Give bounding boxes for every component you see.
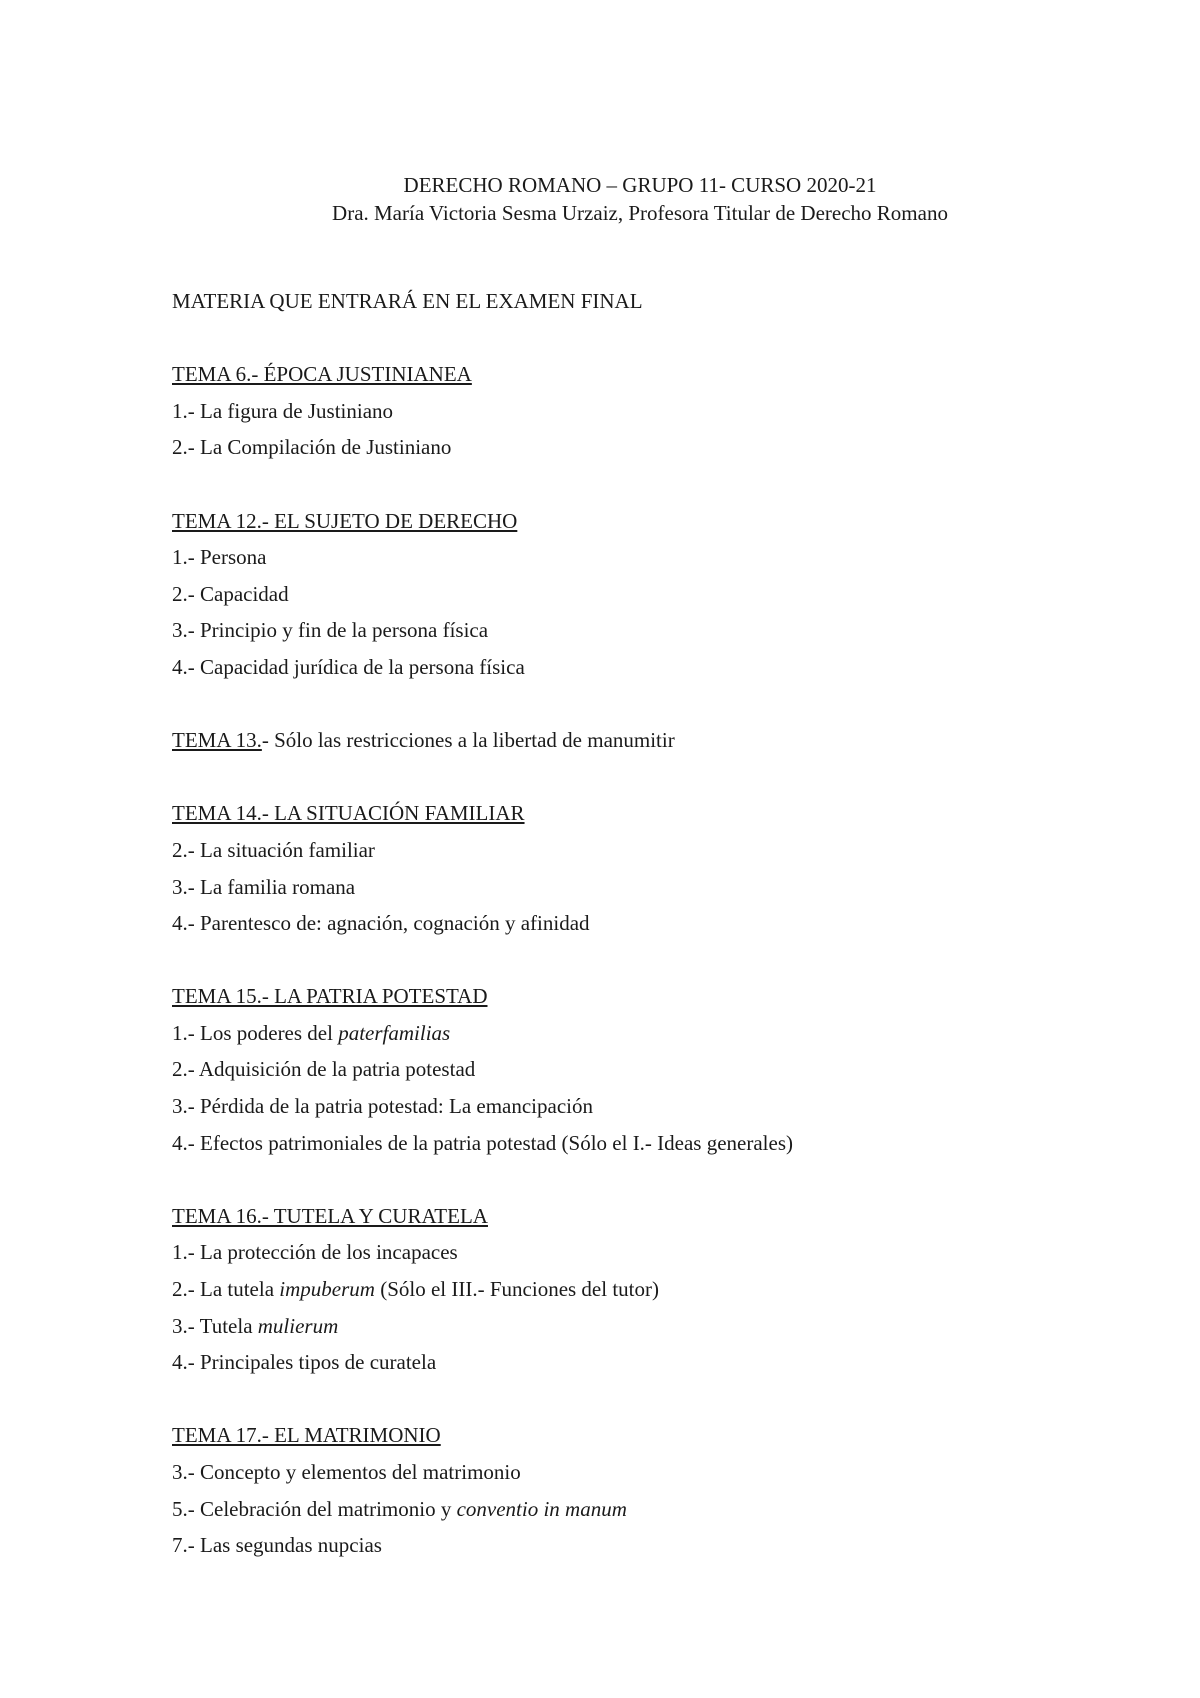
list-item-text: 5.- Celebración del matrimonio y [172,1496,457,1521]
tema-16-heading: TEMA 16.- TUTELA Y CURATELA [172,1203,488,1228]
tema-15-heading: TEMA 15.- LA PATRIA POTESTAD [172,984,488,1009]
list-item: 1.- La figura de Justiniano [172,398,394,423]
list-item-italic: mulierum [257,1313,339,1338]
tema-12-heading: TEMA 12.- EL SUJETO DE DERECHO [172,508,518,533]
list-item [172,1015,1132,1052]
list-item: 7.- Las segundas nupcias [172,1533,382,1558]
tema-17-heading: TEMA 17.- EL MATRIMONIO [172,1423,441,1448]
list-item: 4.- Efectos patrimoniales de la patria potestad (Sólo el I.- Ideas generales) [172,1130,794,1155]
document-subtitle: Dra. María Victoria Sesma Urzaiz, Profesora Titular de Derecho Romano [332,201,948,225]
list-item-text: 1.- Los poderes del [172,1020,339,1045]
list-item-text: (Sólo el III.- Funciones del tutor) [374,1277,659,1302]
list-item-italic: paterfamilias [338,1020,451,1045]
tema-13-heading: TEMA 13. [172,728,262,753]
list-item-italic: conventio in manum [456,1496,627,1521]
list-item-text: 2.- La tutela [172,1277,280,1302]
tema-13-line [172,722,1132,759]
list-item: 3.- Principio y fin de la persona física [172,618,489,643]
list-item: 1.- La protección de los incapaces [172,1240,458,1265]
list-item-text: 3.- Tutela [172,1313,258,1338]
list-item: 1.- Persona [172,545,267,570]
list-item: 4.- Principales tipos de curatela [172,1350,437,1375]
list-item: 3.- Concepto y elementos del matrimonio [172,1460,521,1484]
list-item [172,1308,1132,1345]
list-item: 4.- Capacidad jurídica de la persona física [172,654,525,679]
tema-6-heading: TEMA 6.- ÉPOCA JUSTINIANEA [172,362,472,387]
list-item: 4.- Parentesco de: agnación, cognación y afinidad [172,911,590,936]
tema-13-text: - Sólo las restricciones a la libertad de manumitir [261,728,675,753]
list-item [172,1271,1132,1308]
document-body [172,283,1132,1564]
list-item-italic: impuberum [279,1277,375,1302]
list-item: 2.- La situación familiar [172,837,375,862]
exam-intro: MATERIA QUE ENTRARÁ EN EL EXAMEN FINAL [172,289,643,313]
list-item: 2.- Capacidad [172,581,289,606]
list-item [172,1491,1132,1528]
tema-14-heading: TEMA 14.- LA SITUACIÓN FAMILIAR [172,801,525,826]
document-header [0,171,1200,227]
document-title: DERECHO ROMANO – GRUPO 11- CURSO 2020-21 [403,173,877,197]
list-item: 2.- Adquisición de la patria potestad [172,1057,476,1082]
list-item: 2.- La Compilación de Justiniano [172,435,452,460]
list-item: 3.- La familia romana [172,874,356,899]
list-item: 3.- Pérdida de la patria potestad: La emancipación [172,1094,593,1119]
